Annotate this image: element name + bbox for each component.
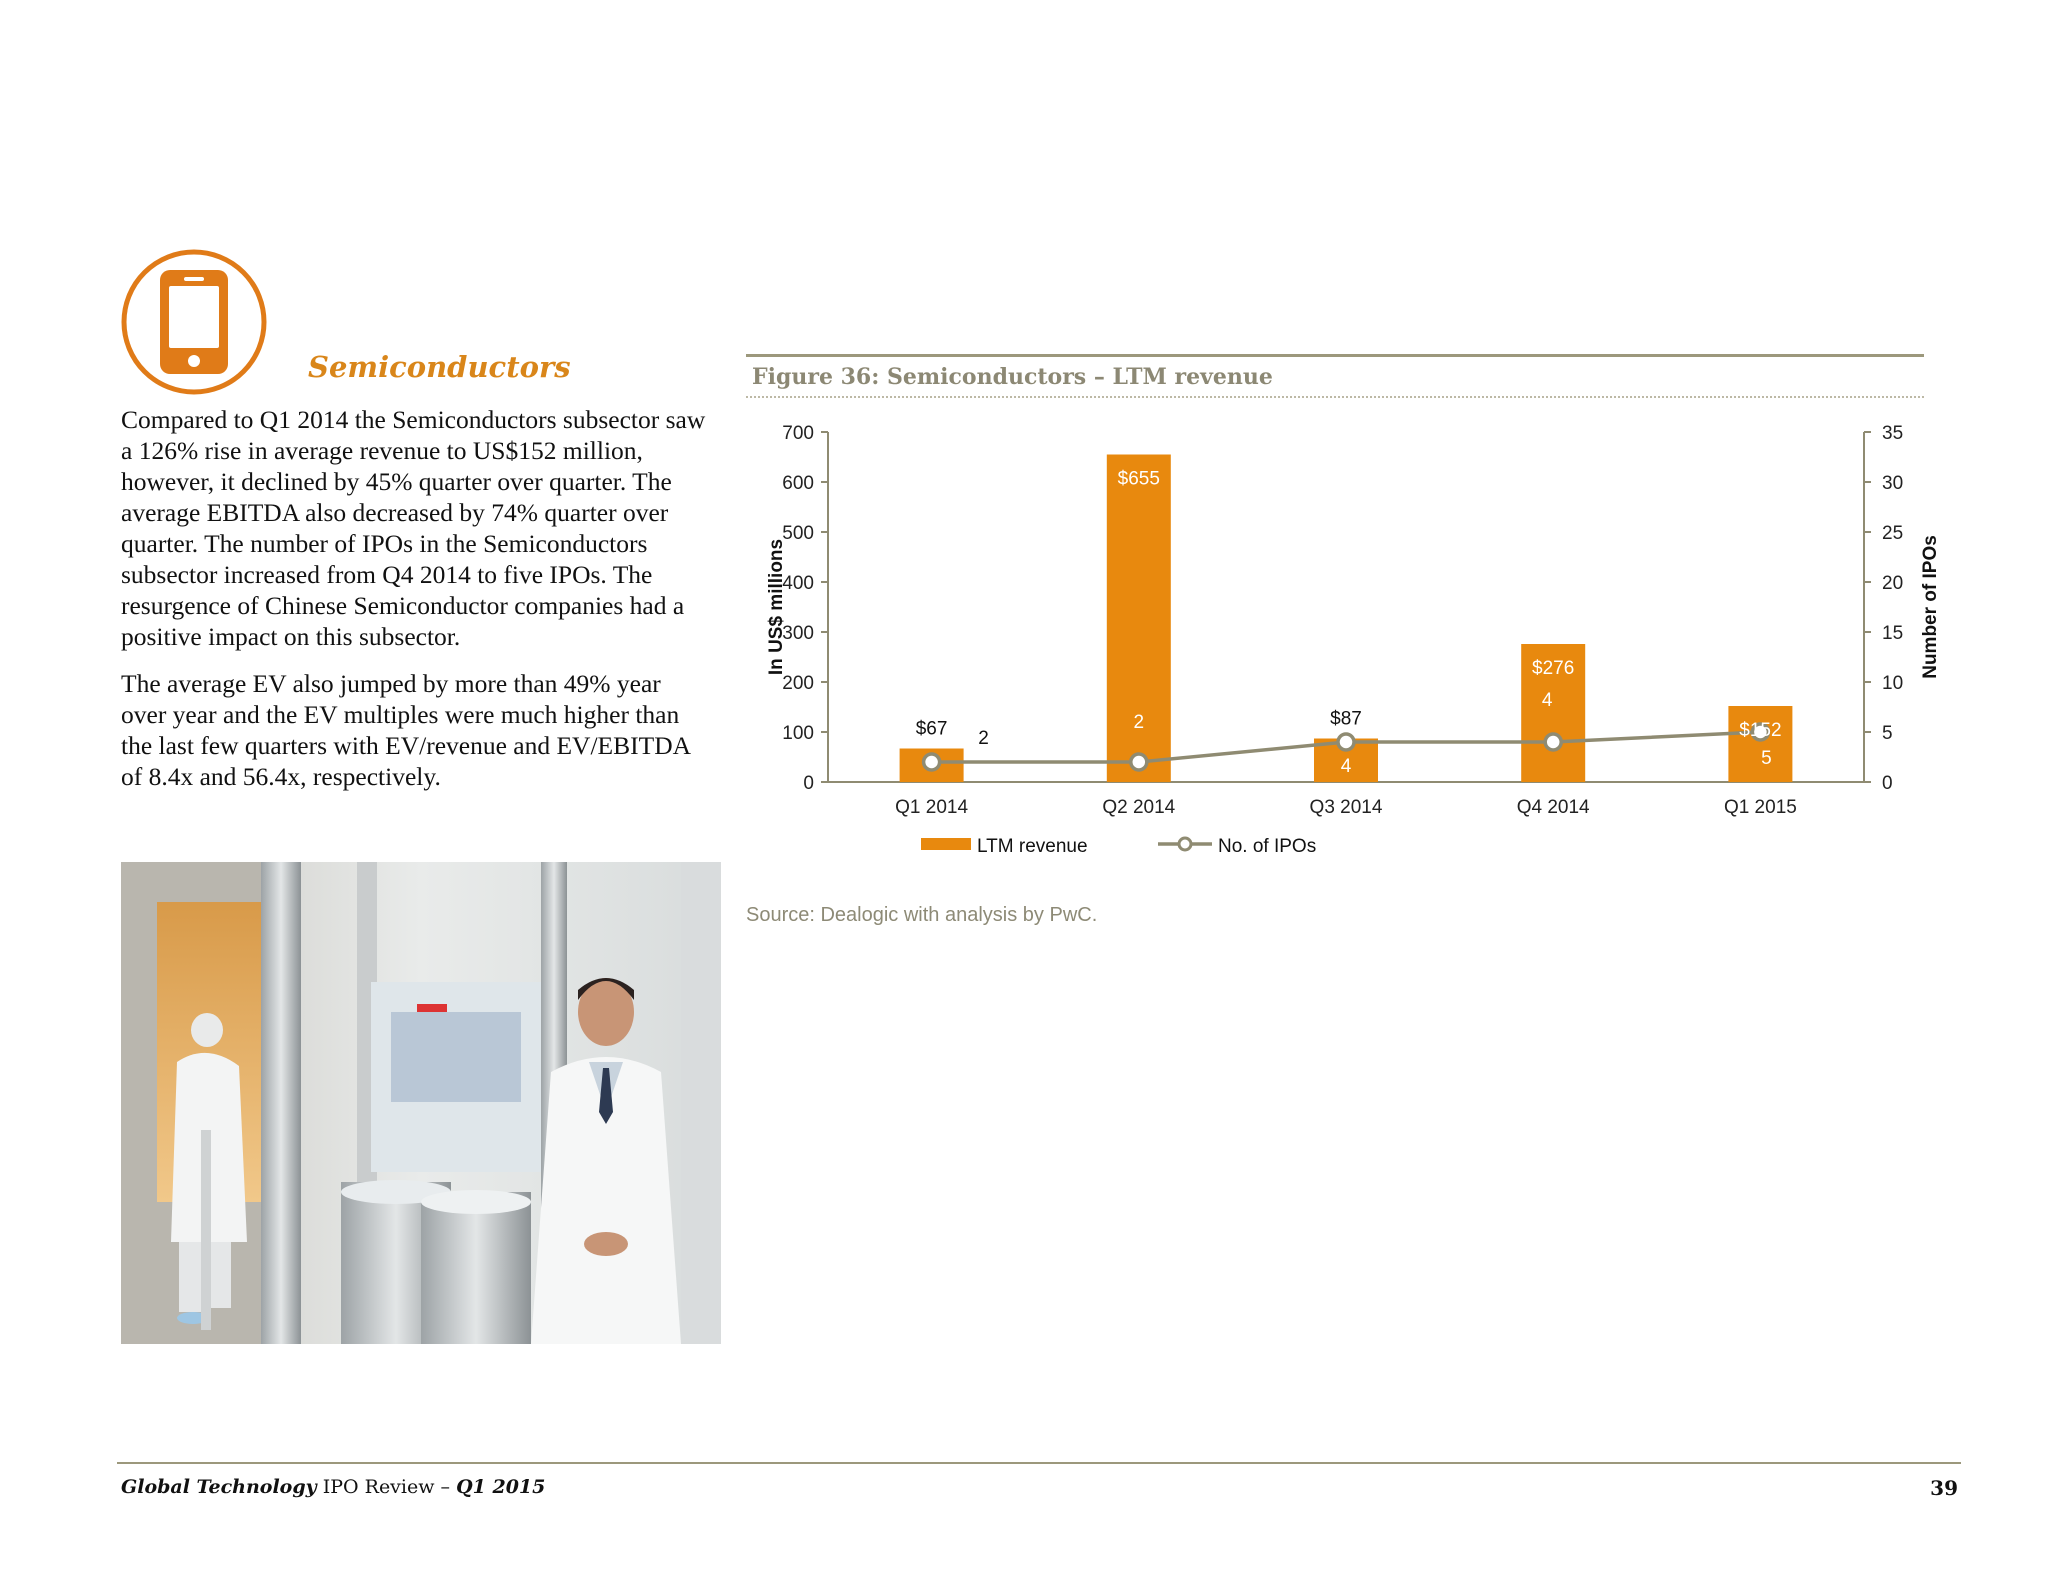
footer-title (121, 1476, 545, 1498)
y-tick-label: 300 (782, 623, 814, 644)
figure-top-rule (746, 354, 1924, 357)
line-value-label: 2 (1133, 712, 1145, 733)
y2-tick-label: 20 (1882, 573, 1904, 594)
y2-tick-label: 0 (1882, 773, 1893, 794)
y2-axis-title: Number of IPOs (1920, 535, 1941, 679)
legend-swatch-bar (921, 838, 971, 850)
x-tick-label: Q1 2014 (895, 797, 969, 818)
page-number: 39 (1930, 1476, 1958, 1500)
section-title: Semiconductors (308, 350, 571, 384)
bar-value-label: $87 (1330, 708, 1362, 730)
body-paragraph: The average EV also jumped by more than 49% year over year and the EV multiples were much higher than the last few quarters with EV/revenue and EV/EBITDA of 8.4x and 56.4x, respectively. (121, 669, 690, 791)
legend-swatch-marker (1179, 838, 1191, 850)
revenue-bar (1728, 706, 1792, 782)
y-tick-label: 0 (803, 773, 814, 794)
line-value-label: 2 (978, 728, 989, 749)
footer-title-bold: Global Technology (121, 1476, 317, 1498)
ipo-count-point (924, 754, 940, 770)
y2-tick-label: 10 (1882, 673, 1904, 694)
y2-tick-label: 30 (1882, 473, 1904, 494)
footer-rule (117, 1462, 1961, 1464)
y2-tick-label: 25 (1882, 523, 1904, 544)
footer-title-middle: IPO Review – (316, 1476, 457, 1498)
figure-title: Figure 36: Semiconductors – LTM revenue (752, 364, 1273, 390)
lab-photo (121, 862, 721, 1344)
line-value-label: 5 (1761, 748, 1772, 769)
y-tick-label: 100 (782, 723, 814, 744)
bar-value-label: $276 (1532, 658, 1575, 679)
bar-value-label: $67 (915, 718, 948, 740)
y-axis-title: In US$ millions (766, 538, 787, 676)
y-tick-label: 200 (782, 673, 814, 694)
line-value-label: 4 (1541, 690, 1553, 711)
y-tick-label: 500 (782, 523, 814, 544)
y2-tick-label: 15 (1882, 623, 1904, 644)
legend-label: LTM revenue (977, 836, 1088, 857)
legend-label: No. of IPOs (1218, 836, 1317, 857)
chart-labels (916, 469, 1782, 778)
y-tick-label: 700 (782, 423, 814, 444)
y2-tick-label: 5 (1882, 723, 1893, 744)
bar-value-label: $152 (1739, 720, 1782, 741)
ipo-count-point (1338, 734, 1354, 750)
figure-dotted-rule (746, 396, 1924, 398)
x-tick-label: Q2 2014 (1102, 797, 1176, 818)
y-tick-label: 600 (782, 473, 814, 494)
footer-title-quarter: Q1 2015 (456, 1476, 546, 1498)
x-tick-label: Q1 2015 (1723, 797, 1797, 818)
smartphone-icon (120, 248, 268, 396)
ipo-count-point (1131, 754, 1147, 770)
chart-legend (921, 836, 1316, 857)
bar-value-label: $655 (1117, 468, 1160, 490)
ltm-revenue-chart (746, 400, 1946, 880)
body-paragraph: Compared to Q1 2014 the Semiconductors subsector saw a 126% rise in average revenue to US$152 million, however, it declined by 45% quarter over quarter. The average EBITDA also decreased by 74% quarter over quarter. The number of IPOs in the Semiconductors subsector increased from Q4 2014 to five IPOs. The resurgence of Chinese Semiconductor companies had a positive impact on this subsector. (121, 405, 706, 651)
line-value-label: 4 (1340, 756, 1352, 777)
figure-source: Source: Dealogic with analysis by PwC. (746, 904, 1098, 926)
x-tick-label: Q4 2014 (1516, 797, 1590, 818)
y2-tick-label: 35 (1882, 423, 1904, 444)
y-tick-label: 400 (782, 573, 814, 594)
ipo-count-point (1545, 734, 1561, 750)
body-text (121, 404, 711, 808)
x-tick-label: Q3 2014 (1309, 797, 1383, 818)
